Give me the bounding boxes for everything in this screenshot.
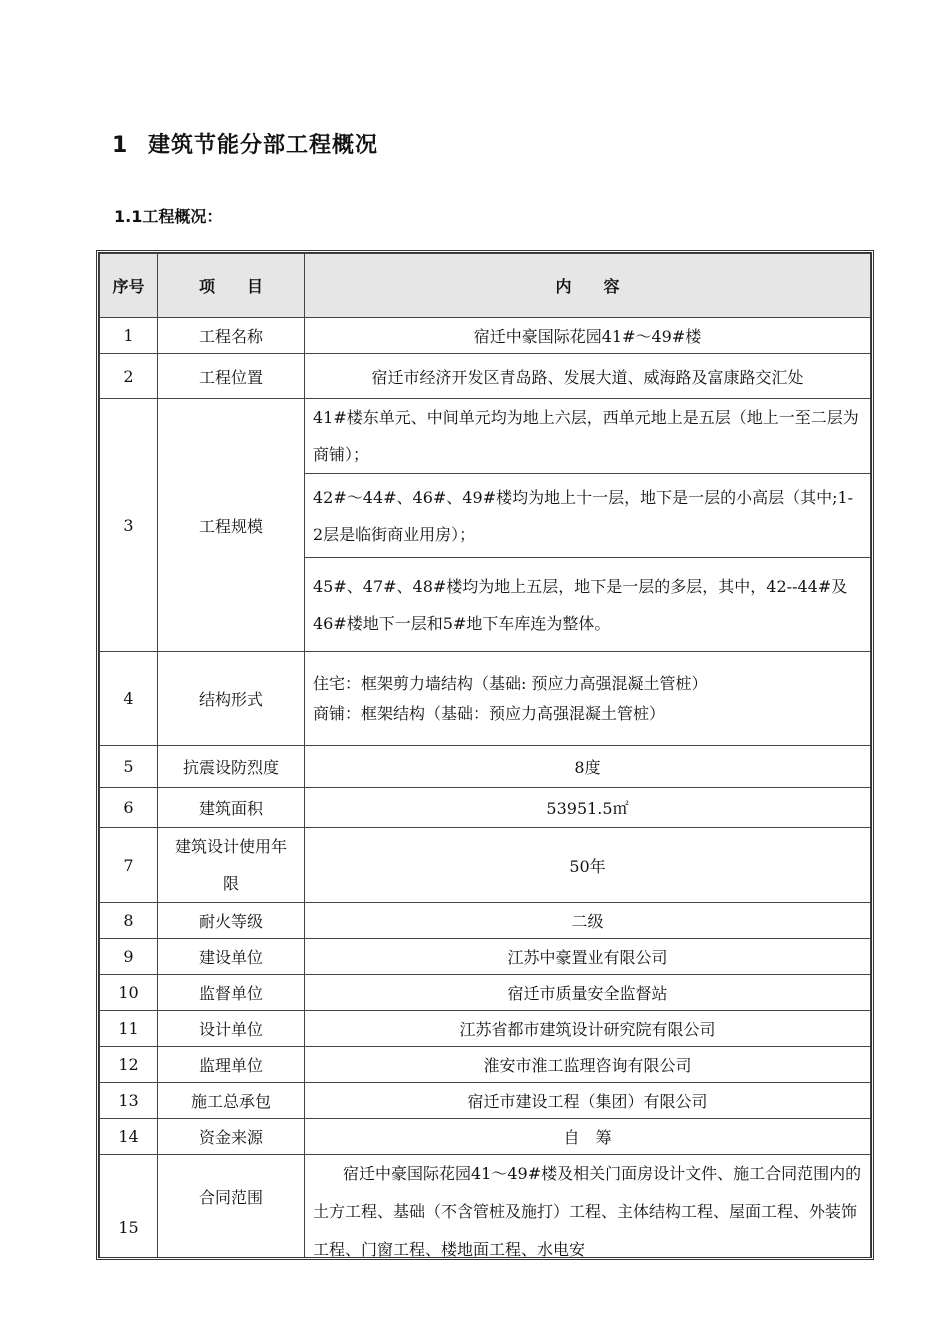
table-row (100, 1047, 871, 1083)
row-no: 14 (100, 1119, 158, 1155)
row-item: 合同范围 (158, 1155, 305, 1261)
row-item: 资金来源 (158, 1119, 305, 1155)
table-row (100, 399, 871, 474)
table-row (100, 1155, 871, 1261)
table-row (100, 652, 871, 746)
table-row (100, 939, 871, 975)
row-content-line: 商铺：框架结构（基础：预应力高强混凝土管桩） (313, 703, 666, 723)
table-row (100, 788, 871, 828)
table-row (100, 975, 871, 1011)
row-no: 6 (100, 788, 158, 828)
row-item: 监督单位 (158, 975, 305, 1011)
row-content: 宿迁中豪国际花园41～49#楼及相关门面房设计文件、施工合同范围内的土方工程、基础（不含管桩及施打）工程、主体结构工程、屋面工程、外装饰工程、门窗工程、楼地面工程、水电安 (305, 1155, 871, 1261)
row-no: 8 (100, 903, 158, 939)
project-overview-table-frame (96, 250, 874, 1260)
header-content: 内 容 (305, 254, 871, 318)
row-content-part: 42#～44#、46#、49#楼均为地上十一层，地下是一层的小高层（其中;1-2层是临街商业用房）； (305, 474, 871, 558)
row-item: 工程规模 (158, 399, 305, 652)
row-item: 工程名称 (158, 318, 305, 354)
section-title: 建筑节能分部工程概况 (148, 133, 379, 158)
row-no: 4 (100, 652, 158, 746)
row-item: 建设单位 (158, 939, 305, 975)
row-content: 淮安市淮工监理咨询有限公司 (305, 1047, 871, 1083)
row-no: 15 (100, 1155, 158, 1261)
project-overview-table (99, 253, 871, 1260)
row-no: 3 (100, 399, 158, 652)
table-row (100, 1011, 871, 1047)
table-row (100, 746, 871, 788)
section-number: 1 (112, 133, 129, 158)
row-content (305, 652, 871, 746)
row-content: 江苏省都市建筑设计研究院有限公司 (305, 1011, 871, 1047)
row-content: 53951.5㎡ (305, 788, 871, 828)
row-item: 建筑设计使用年限 (158, 828, 305, 903)
row-no: 1 (100, 318, 158, 354)
row-content: 8度 (305, 746, 871, 788)
table-row (100, 828, 871, 903)
row-item: 建筑面积 (158, 788, 305, 828)
row-item: 耐火等级 (158, 903, 305, 939)
row-no: 7 (100, 828, 158, 903)
row-content-part: 41#楼东单元、中间单元均为地上六层，西单元地上是五层（地上一至二层为商铺）； (305, 399, 871, 474)
table-row (100, 1119, 871, 1155)
table-row (100, 1083, 871, 1119)
row-content: 江苏中豪置业有限公司 (305, 939, 871, 975)
row-content: 自 筹 (305, 1119, 871, 1155)
table-row (100, 318, 871, 354)
row-no: 10 (100, 975, 158, 1011)
row-content: 宿迁中豪国际花园41#～49#楼 (305, 318, 871, 354)
row-content: 50年 (305, 828, 871, 903)
row-content-part: 45#、47#、48#楼均为地上五层，地下是一层的多层，其中，42--44#及46#楼地下一层和5#地下车库连为整体。 (305, 558, 871, 652)
row-no: 5 (100, 746, 158, 788)
section-heading (112, 128, 378, 159)
row-item: 设计单位 (158, 1011, 305, 1047)
row-content-line: 住宅：框架剪力墙结构（基础: 预应力高强混凝土管桩） (313, 673, 708, 693)
row-content: 宿迁市建设工程（集团）有限公司 (305, 1083, 871, 1119)
row-content: 宿迁市经济开发区青岛路、发展大道、威海路及富康路交汇处 (305, 354, 871, 399)
header-no: 序号 (100, 254, 158, 318)
row-item: 施工总承包 (158, 1083, 305, 1119)
row-item: 抗震设防烈度 (158, 746, 305, 788)
row-item: 工程位置 (158, 354, 305, 399)
row-no: 11 (100, 1011, 158, 1047)
row-content: 二级 (305, 903, 871, 939)
row-no: 2 (100, 354, 158, 399)
row-item: 监理单位 (158, 1047, 305, 1083)
table-row (100, 903, 871, 939)
subsection-heading: 1.1工程概况： (114, 207, 223, 226)
row-content: 宿迁市质量安全监督站 (305, 975, 871, 1011)
table-header-row (100, 254, 871, 318)
row-no: 12 (100, 1047, 158, 1083)
row-item: 结构形式 (158, 652, 305, 746)
row-no: 13 (100, 1083, 158, 1119)
row-no: 9 (100, 939, 158, 975)
header-item: 项 目 (158, 254, 305, 318)
table-row (100, 354, 871, 399)
